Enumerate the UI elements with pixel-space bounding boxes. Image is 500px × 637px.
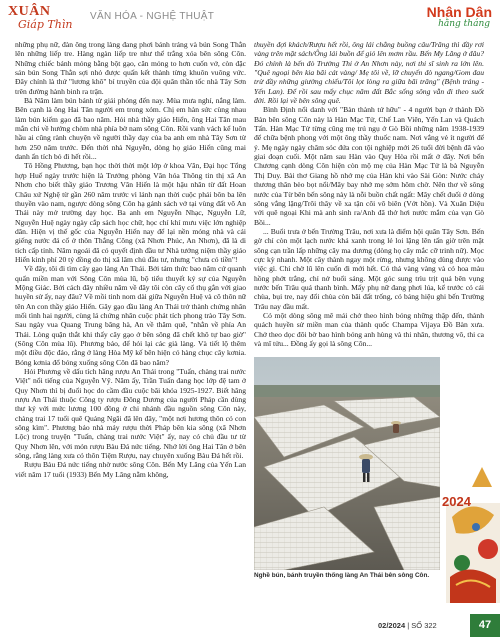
section-title: VĂN HÓA - NGHỆ THUẬT — [90, 11, 215, 22]
paragraph: Tô Hồng Phương, bạn học thời thời một lớp ở khoa Văn, Đại học Tổng hợp Huế ngày trước hiện là Trưởng phòng Văn hóa Thông tin thị xã An Nhơn cho biết thầy giáo Trương Văn Hiến là một hậu nhân từ đất Hoan Châu xứ Nghệ từ gần 260 năm trước vì lánh nạn thời cuộc phải bôn ba lên thuyền vào nam, ngược dòng sông Côn hạ gánh sách vở tại vùng đất võ An Thái này mở trường dạy học. Ba anh em Nguyễn Nhạc, Nguyễn Lữ, Nguyễn Huệ ngày ngày cắp sách học chữ, học chí khí mưu việc lớn nghiệp dân. Hiện vị thế gốc của Nguyễn Hiến nay để lại nền móng nhà và cái giếng nước đá cổ ở thôn Thắng Công (xã Nhơn Phúc, An Nhơn), đã là di tích cấp tỉnh. Năm ngoái đã có quyết định đầu tư Nhà tưởng niệm thầy giáo Hiến kinh phí 20 tỷ đồng do thị xã lâm chủ đầu tư, nhưng "chưa có tiền"! — [15, 161, 246, 264]
issue-separator: | — [407, 621, 412, 630]
photo-caption: Nghề bún, bánh truyền thống làng An Thái bên sông Côn. — [254, 572, 430, 579]
issue-date: 02/2024 — [378, 621, 406, 630]
magazine-brand — [8, 4, 78, 34]
paragraph: những phụ nữ, đàn ông trong làng đang phơi bánh tráng và bún Song Thằn lên những liếp tre. Hàng ngàn liếp tre như thể trắng xóa bên sông Côn. Những chiếc bánh mỏng bằng bột gạo, căn mỏng to hơn cuốn vở, còn đặc sản bún Song Thằn sợi nhỏ được quấn kết thành từng khuôn vuông vức. Đây chính là thứ "lương khô" bí truyền của đội quân thần tốc nhà Tây Sơn trên đường hành binh ra trận. — [15, 40, 246, 96]
page-header — [0, 0, 500, 36]
paragraph: ... Buổi trưa ở bến Trường Trâu, nơi xưa là điểm hội quân Tây Sơn. Bến gờ chỉ còn một lạch nước khá xanh trong lẻ loi lặng lẽn tấn giờ trên mặt sông cạn trần lấp những cây ma dương (dòng họ cây mắc cỡ trinh nữ). Mọc cực kỳ nhanh. Một cây thành ngay một rừng, nhưng không dùng được vào việc gì. Chỉ chờ lũ lên cuốn đi mới hết. Có thả vàng vàng và có hoa màu hồng phớt trắng, chỉ nở buổi sáng. Một góc sung trìu trịt quả bên vụng nước bến Trâu quá thanh bình. Mấy phụ nữ đang phơi lúa, kể trước có cái chùa, bụi tre, nay đổi chùa còn bãi đất trống, có bảng hiệu ghi bến Trường Trâu nay đầu mất. — [254, 226, 484, 311]
year-badge: 2024 — [442, 494, 471, 509]
paragraph: Có một dòng sông mê mải chở theo hình bóng những thập đến, thành quách huyền sử miền man của thành quốc Champa Vijaya Đồ Bàn xưa. Chở theo dọc đôi bờ bao hình bóng anh hùng và thi nhân, thương vô, thi ca và mĩ tửu... Đồng ấy gọi là sông Côn... — [254, 310, 484, 348]
tet-decoration — [442, 457, 500, 603]
brand-giap-thin: Giáp Thìn — [18, 18, 73, 31]
nhan-dan-logo — [426, 4, 492, 34]
paragraph: Bà Năm làm bún bánh từ giải phóng đến nay. Mùa mưa nghỉ, nắng làm. Bên cạnh là ông Hai Tân người em trong xóm. Chị em hàn sức cùng nhau làm bún kiếm gạo đã bao năm. Hỏi nhà thầy giáo Hiển, ông Hai Tân mau mắn chỉ về hướng chòm nhà phía bờ nam sông Côn. Rồi vanh vách kể luôn hầu ai cũng rành chuyện về người thầy dạy của ba anh em nhà Tây Sơn từ hơn 250 năm trước. Đến thời nhà Nguyễn, dòng họ giáo Hiến cũng mai danh ẩn tích bỏ đi hết rồi... — [15, 96, 246, 162]
issue-number: 322 — [424, 621, 437, 630]
article-column-right — [254, 40, 484, 354]
issue-prefix: SỐ — [411, 621, 423, 630]
logo-main-text: Nhân Dân — [426, 4, 492, 20]
paragraph: thuyền đợi khách/Rượu hết rồi, ông lái chẳng buồng câu/Trăng thì đầy rơi vàng trên mặt sách/Ông lái buồn để giỏ lên mơm rầu. Bến My Lăng ở đâu? Đó chính là bến đò Trường Thi ở An Nhơn này, nơi thi sĩ sinh ra lớn lên. "Quê ngoại bên kia bãi cát vàng/ Mẹ tôi về, lỡ chuyến đò ngang/Gom đau trừ đầy những giường chiếu/Tôi lọt lòng ra giữa bãi trăng" (Bệnh tráng - Yến Lan). Để rồi sau mấy chục năm đất Bắc sống sông vẫn đi theo suốt đời. Rồi lại về bên sông quê. — [254, 40, 484, 106]
paragraph: Hỏi Phương về dấu tích hãng rượu An Thái trong "Tuấn, chàng trai nước Việt" nổi tiếng của Nguyễn Vỹ. Năm ấy, Trần Tuấn đang học lớp đệ tam ở Quy Nhơn thì bị đuổi học do cầm đầu cuộc bãi khóa 1925-1927. Biết hãng rượu An Thái thuộc Công ty rượu Đông Dương của người Pháp cần dùng thư ký với mức lương 100 đồng ở chi nhánh đầu nguồn sông Côn này, chàng trai 17 tuổi quê Quảng Ngãi đã lên đây, "một nơi hương thôn có con sông kìm". Phương bảo nhà máy rượu thời Pháp bên kia sông (xã Nhơn Lộc) trong truyện "Tuấn, chàng trai nước Việt" ấy, nay có chủ đầu tư từ Quy Nhơn lên, với món rượu Bàu Đá nức tiếng. Nhớ lời ông Hai Tân ở bên sông, rằng làng xưa có thôn Tiệm Rượu, nay chuyên xuống Bàu Đá hết rồi. — [15, 367, 246, 461]
issue-info — [378, 621, 437, 630]
brand-xuan: XUÂN — [8, 4, 51, 19]
logo-sub-text: hằng tháng — [438, 19, 490, 29]
paragraph: Rượu Bàu Đá nức tiếng nhờ nước sông Côn. Bến My Lăng của Yến Lan viết năm 17 tuổi (1933) Bến My Lăng nằm không, — [15, 460, 246, 479]
paragraph: Về đây, tôi đi tìm cây gạo làng An Thái. Bởi tám thức bao năm cứ quanh quẩn miền man với Sông Côn mùa lũ, bộ tiểu thuyết ký sự của Nguyễn Mộng Giác. Bởi cách đây nhiều năm về đây tôi còn cây cổ thụ gắn với giao huyền sử ấy, nay đâu? Về mồi tinh nom dài giữa Nguyễn Huệ và cô thôn nữ tên An con thầy giáo Hiến. Gây gạo đầu làng An Thái trở thành chứng nhân mối tình hai người, cùng lá chứng nhân cuộc phát tích phong trào Tây Sơn. Sau ngày vua Quang Trung băng hà, An về thăm quê, "nhằn về phía An Thái. Lòng quặn thắt khi thấy cây gạo ở bên sông đã chết khô tự bao giờ" (Sông Côn mùa lũ). Phương bảo, để hỏi lại các già làng. Và tiết lộ thêm một điều độc đáo, rằng ở làng Hòa Mỹ kế bên hiện có hàng chục cây kơnia. Bóng kơnia đổ bóng xuống sông Côn đã bao năm? — [15, 264, 246, 367]
article-column-left — [15, 40, 246, 616]
noodle-racks-photo — [254, 357, 440, 570]
page-number: 47 — [470, 614, 500, 637]
paragraph: Bình Định nổi danh với "Bàn thành tứ hữu" - 4 người bạn ở thành Đồ Bàn bên sông Côn này là Hàn Mạc Tử, Chế Lan Viên, Yến Lan và Quách Tấn. Hàn Mạc Tử từng cũng mẹ trú ngụ ở Gò Bồi những năm 1938-1939 để chữa bệnh phong với một ông thầy thuốc nam. Nơi vắng vẻ ít người để ý. Mẹ ngày ngày chăm sóc đứa con tội nghiệp mới 26 tuổi đời bệnh đã vào giai đoạn cuối. Một năm sau Hàn vào Quy Hòa rồi mất ở đây. Nơi bến Chương cạnh dòng Côn hiện còn mộ mẹ của Hàn Mạc Tử là bà Nguyễn Thị Duy. Bài thơ Giang hồ nhớ mẹ của Hàn khi vào Sài Gòn: Nước chảy thương thân bèo bọt nổi/Mây bay nhớ mẹ sớm hôm chờ. Nên thơ về sông nước của Từ bên bến sông này là nỗi buồn chất ngất: Mây chết đuối ở dòng sông vắng lặng/Trôi thây về xa tận cõi vô biên (Vớt hồn). Và Xuân Diệu với quê ngoại Khi mà anh sinh ra/Anh đã thở hơi nước mắm của vạn Gò Bồi... — [254, 105, 484, 227]
article-photo — [254, 357, 440, 570]
